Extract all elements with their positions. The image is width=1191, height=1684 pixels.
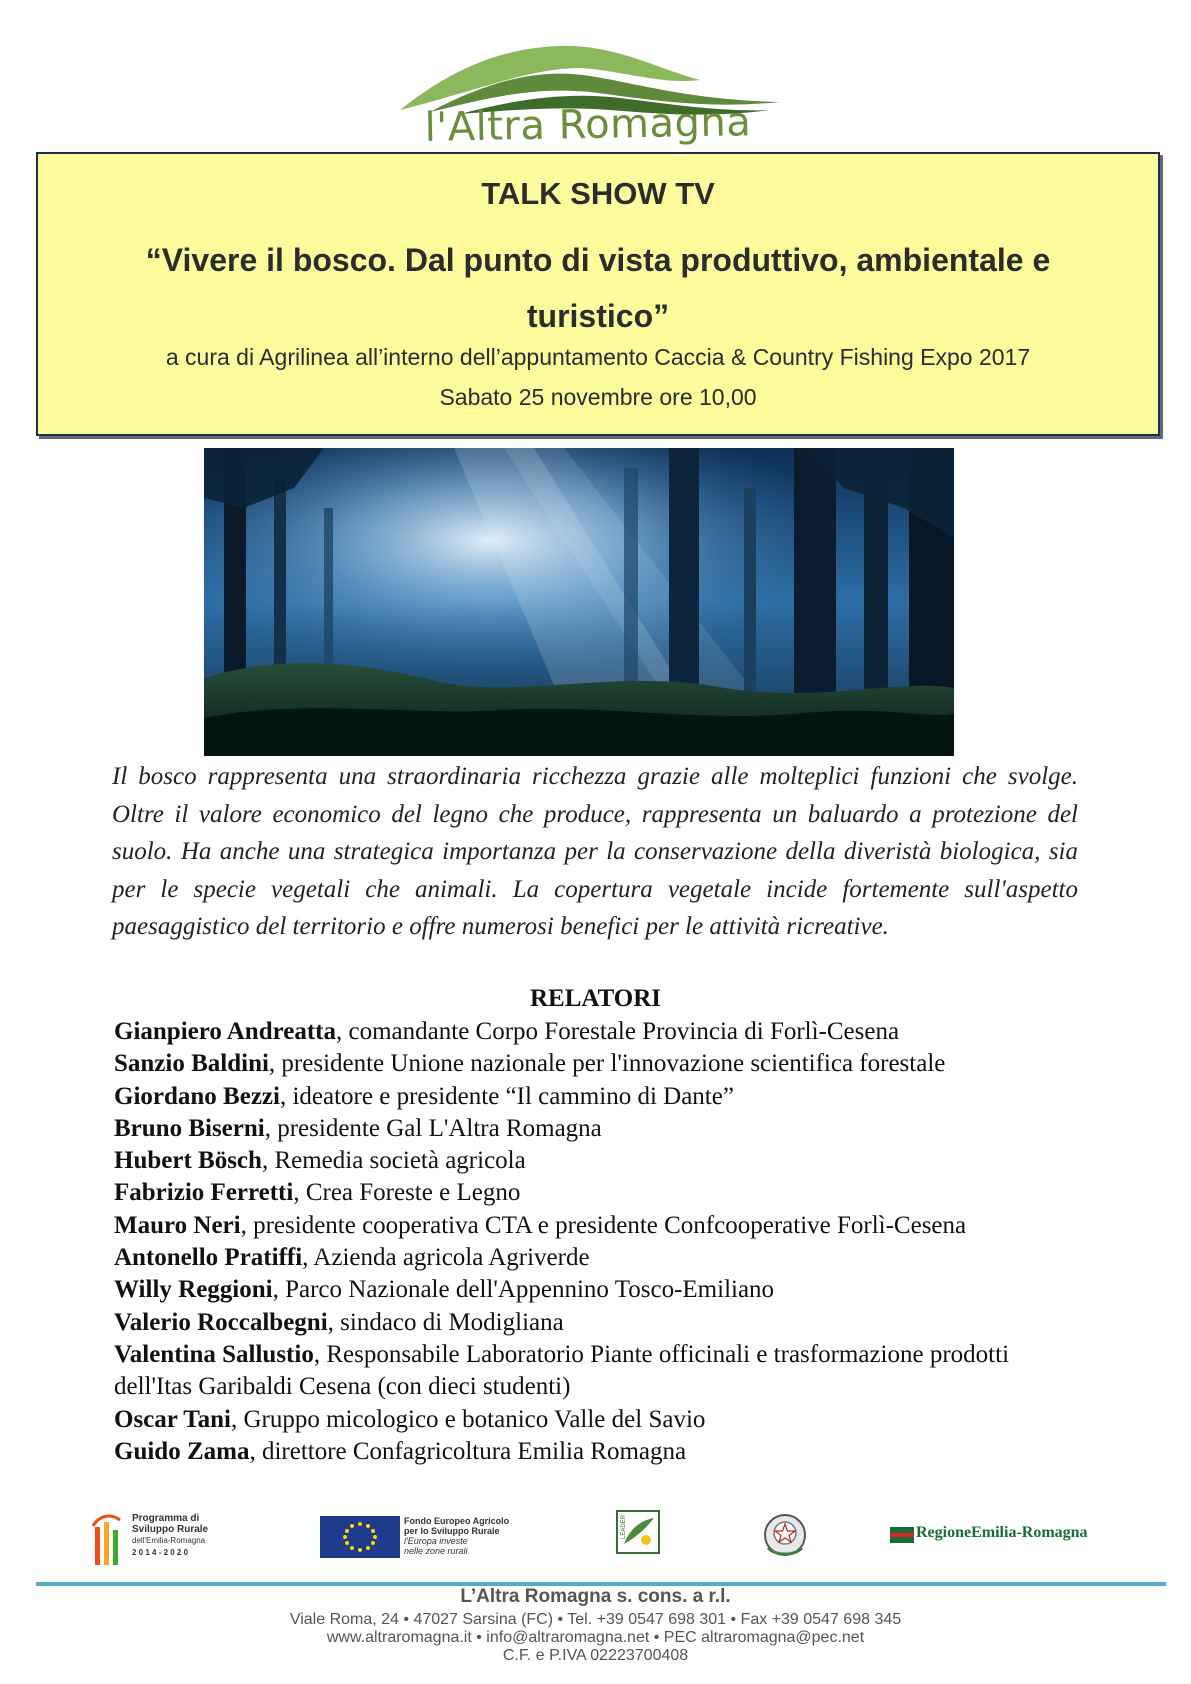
psr-line1: Programma di [132, 1513, 200, 1524]
leader-logo [616, 1510, 660, 1560]
altra-romagna-logo [360, 40, 810, 160]
speaker-role: , Azienda agricola Agriverde [302, 1244, 590, 1272]
eu-line3: l'Europa investe [404, 1536, 468, 1546]
regione-logo [890, 1524, 1120, 1554]
speaker-role: , presidente Unione nazionale per l'innovazione scientifica forestale [268, 1050, 946, 1078]
eu-logo [320, 1510, 540, 1570]
speaker-name: Valerio Roccalbegni [114, 1308, 328, 1336]
speaker-row [114, 1242, 1114, 1274]
psr-icon [90, 1512, 130, 1567]
speaker-row [114, 1436, 1114, 1468]
speaker-row [114, 1177, 1114, 1209]
event-title: TALK SHOW TV [481, 176, 715, 211]
italian-emblem-icon [760, 1510, 810, 1560]
event-subtitle: “Vivere il bosco. Dal punto di vista produttivo, ambientale e turistico” [145, 242, 1051, 334]
eu-line2: per lo Sviluppo Rurale [404, 1526, 500, 1536]
speaker-name: Giordano Bezzi [114, 1082, 280, 1110]
regione-icon [890, 1527, 914, 1543]
speaker-row [114, 1016, 1114, 1048]
speaker-role: , sindaco di Modigliana [327, 1308, 564, 1336]
psr-line3: dell'Emilia-Romagna [132, 1536, 206, 1545]
footer-tax-id: C.F. e P.IVA 02223700408 [502, 1647, 689, 1664]
speaker-name: Gianpiero Andreatta [114, 1018, 337, 1045]
speaker-row [114, 1081, 1114, 1113]
footer-address: Viale Roma, 24 • 47027 Sarsina (FC) • Tel. +39 0547 698 301 • Fax +39 0547 698 345 [289, 1611, 902, 1628]
leader-label: LEADER [621, 1514, 628, 1540]
speaker-role: , presidente cooperativa CTA e presidente Confcooperative Forlì-Cesena [240, 1211, 967, 1239]
speaker-name: Antonello Pratiffi [114, 1244, 303, 1272]
event-organizer: a cura di Agrilinea all’interno dell’appuntamento Caccia & Country Fishing Expo 2017 [165, 344, 1031, 370]
speaker-name: Sanzio Baldini [114, 1050, 269, 1078]
speaker-role: , ideatore e presidente “Il cammino di Dante” [279, 1082, 734, 1110]
speaker-role: , Gruppo micologico e botanico Valle del Savio [230, 1405, 706, 1433]
speaker-name: Hubert Bösch [114, 1147, 262, 1175]
event-banner [36, 152, 1160, 436]
speaker-role: , Remedia società agricola [261, 1147, 526, 1175]
footer-company: L’Altra Romagna s. cons. a r.l. [460, 1586, 731, 1607]
psr-line2: Sviluppo Rurale [132, 1524, 209, 1535]
logo-text: l'Altra Romagna [424, 99, 752, 151]
speaker-row [114, 1274, 1114, 1306]
speaker-name: Willy Reggioni [114, 1276, 273, 1304]
repubblica-emblem [760, 1510, 810, 1560]
footer-contacts: www.altraromagna.it • info@altraromagna.net • PEC altraromagna@pec.net [326, 1629, 865, 1646]
speaker-row [114, 1145, 1114, 1177]
eu-flag-icon [320, 1516, 400, 1558]
speaker-role: , comandante Corpo Forestale Provincia di Forlì-Cesena [336, 1018, 900, 1045]
speaker-role: , Responsabile Laboratorio Piante officinali e trasformazione prodotti dell'Itas Garibaldi Cesena (con dieci studenti) [114, 1340, 1010, 1401]
event-date: Sabato 25 novembre ore 10,00 [439, 384, 757, 410]
speaker-row [114, 1113, 1114, 1145]
speaker-role: , Crea Foreste e Legno [293, 1179, 521, 1207]
speaker-role: , presidente Gal L'Altra Romagna [264, 1114, 602, 1142]
psr-line4: 2 0 1 4 - 2 0 2 0 [132, 1548, 189, 1557]
speaker-name: Valentina Sallustio [114, 1340, 314, 1368]
eu-line1: Fondo Europeo Agricolo [404, 1516, 510, 1526]
intro-paragraph: Il bosco rappresenta una straordinaria ricchezza grazie alle molteplici funzioni che svolge. Oltre il valore economico del legno che produce, rappresenta un baluardo a protezione del suolo. Ha anche una strategica importanza per la conservazione della diveristà biologica, sia per le specie vegetali che animali. La copertura vegetale incide fortemente sull'aspetto paesaggistico del territorio e offre numerosi benefici per le attività ricreative. [112, 763, 1078, 940]
speaker-name: Fabrizio Ferretti [114, 1179, 294, 1207]
speakers-list [114, 1016, 1114, 1468]
speaker-role: , direttore Confagricoltura Emilia Romagna [249, 1437, 687, 1465]
speaker-row [114, 1210, 1114, 1242]
speaker-name: Oscar Tani [114, 1405, 231, 1433]
footer [0, 1586, 1191, 1665]
speaker-name: Bruno Biserni [114, 1114, 265, 1142]
sponsor-logos [90, 1510, 1120, 1572]
speakers-heading: RELATORI [529, 985, 662, 1012]
eu-line4: nelle zone rurali [404, 1546, 468, 1556]
speaker-row [114, 1404, 1114, 1436]
speaker-name: Guido Zama [114, 1437, 250, 1465]
speaker-name: Mauro Neri [114, 1211, 241, 1239]
speaker-role: , Parco Nazionale dell'Appennino Tosco-Emiliano [272, 1276, 775, 1304]
speaker-row [114, 1048, 1114, 1080]
speaker-row [114, 1307, 1114, 1339]
regione-label: RegioneEmilia-Romagna [916, 1524, 1088, 1541]
forest-photo [204, 448, 954, 756]
speaker-row [114, 1339, 1074, 1404]
psr-logo [90, 1510, 240, 1570]
